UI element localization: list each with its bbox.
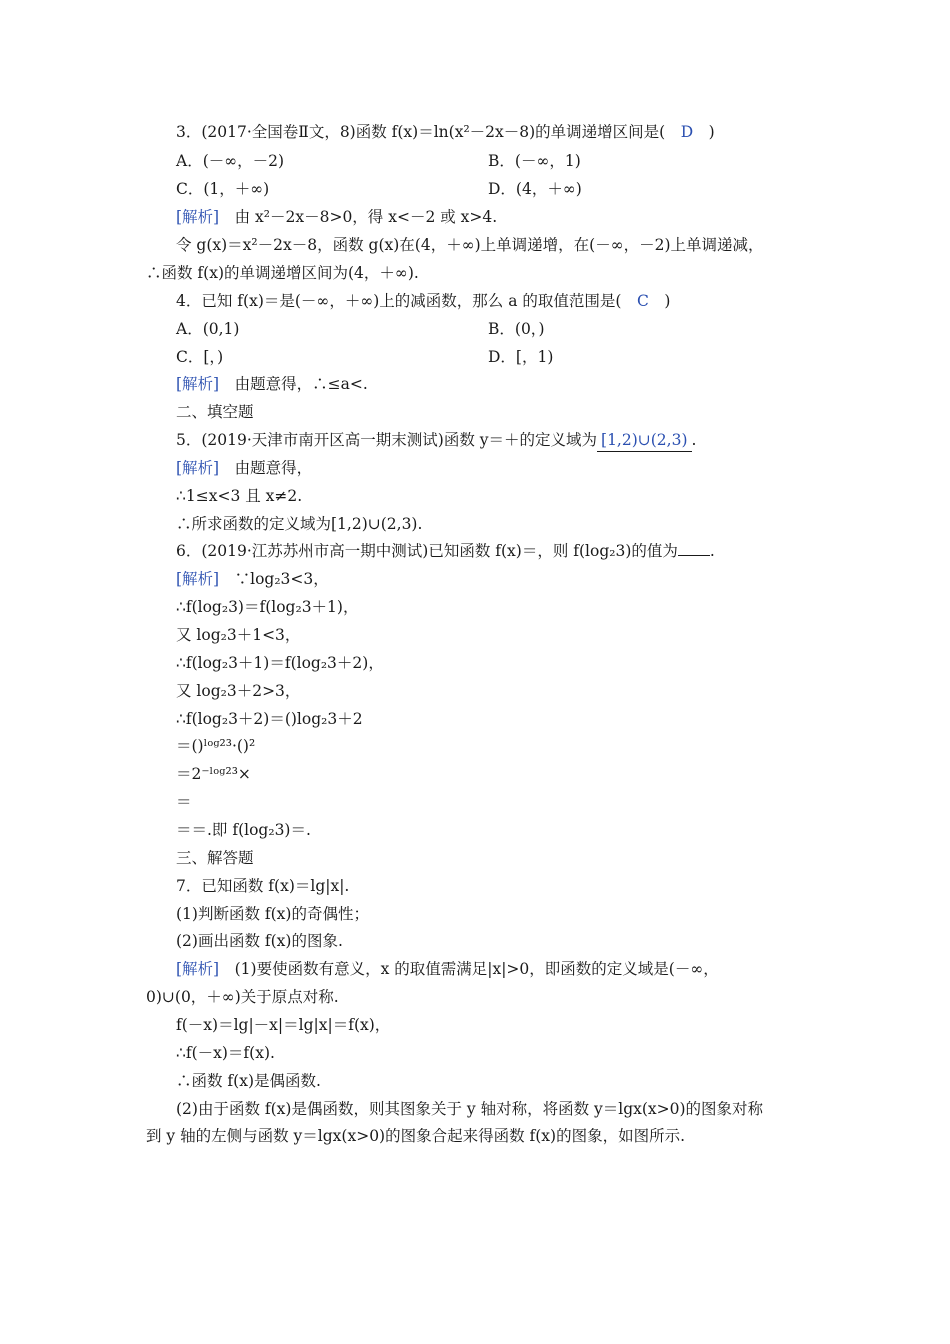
q5-stem: 5．(2019·天津市南开区高一期末测试)函数 y＝＋的定义域为 [1,2)∪(2,3) .: [176, 429, 696, 452]
q5-analysis-3: ∴所求函数的定义域为[1,2)∪(2,3).: [176, 515, 423, 533]
q3-option-b: B．(－∞，1): [488, 152, 581, 170]
q4-option-c: C．[，): [176, 348, 224, 366]
q6-analysis-10: ＝＝.即 f(log₂3)＝.: [176, 821, 311, 839]
q6-analysis-2: ∴f(log₂3)＝f(log₂3＋1)，: [176, 598, 359, 616]
q6-analysis-3: 又 log₂3＋1<3，: [176, 626, 301, 644]
q7-analysis-4: ∴f(－x)＝f(x).: [176, 1044, 275, 1062]
q6-stem: 6．(2019·江苏苏州市高一期中测试)已知函数 f(x)＝，则 f(log₂3)的值为 .: [176, 542, 715, 560]
q7-analysis-1: [解析] (1)要使函数有意义，x 的取值需满足|x|>0，即函数的定义域是(－∞，: [176, 960, 719, 978]
q3-stem: 3．(2017·全国卷Ⅱ文，8)函数 f(x)＝ln(x²－2x－8)的单调递增区间是( D ): [176, 123, 715, 141]
q7-analysis-2: 0)∪(0，＋∞)关于原点对称.: [146, 988, 339, 1006]
q3-analysis-1: [解析] 由 x²－2x－8>0，得 x<－2 或 x>4.: [176, 208, 498, 226]
q6-analysis-1: [解析] ∵log₂3<3，: [176, 570, 329, 588]
q4-option-d: D．[，1): [488, 348, 554, 366]
q6-analysis-5: 又 log₂3＋2>3，: [176, 682, 301, 700]
q4-option-a: A．(0,1): [176, 320, 240, 338]
q7-analysis-3: f(－x)＝lg|－x|＝lg|x|＝f(x)，: [176, 1016, 391, 1034]
q5-analysis-1: [解析] 由题意得，: [176, 459, 313, 477]
q6-analysis-6: ∴f(log₂3＋2)＝()log₂3＋2: [176, 710, 363, 728]
section-fill-blank-heading: 二、填空题: [176, 403, 254, 421]
q7-analysis-6: (2)由于函数 f(x)是偶函数，则其图象关于 y 轴对称，将函数 y＝lgx(x>0)的图象对称: [176, 1100, 764, 1118]
q4-answer: C: [636, 292, 649, 310]
q7-part-2: (2)画出函数 f(x)的图象.: [176, 932, 343, 950]
q7-analysis-5: ∴函数 f(x)是偶函数.: [176, 1072, 321, 1090]
q7-stem: 7．已知函数 f(x)＝lg|x|.: [176, 877, 350, 895]
q6-analysis-9: ＝: [176, 793, 192, 811]
q3-analysis-3: ∴函数 f(x)的单调递增区间为(4，＋∞).: [146, 264, 419, 282]
q4-option-b: B．(0，): [488, 320, 545, 338]
q3-answer: D: [680, 123, 694, 141]
analysis-tag: [解析]: [176, 208, 235, 226]
q5-analysis-2: ∴1≤x<3 且 x≠2.: [176, 487, 303, 505]
q4-analysis: [解析] 由题意得，∴≤a<.: [176, 375, 368, 393]
q6-analysis-7: ＝()ˡᵒᵍ²³·()²: [176, 737, 256, 755]
q6-analysis-8: ＝2⁻ˡᵒᵍ²³×: [176, 765, 251, 783]
q3-option-a: A．(－∞，－2): [176, 152, 285, 170]
q6-analysis-4: ∴f(log₂3＋1)＝f(log₂3＋2)，: [176, 654, 384, 672]
q6-answer-blank: [678, 541, 710, 556]
q3-option-d: D．(4，＋∞): [488, 180, 582, 198]
q5-answer: [1,2)∪(2,3): [597, 429, 691, 452]
q7-part-1: (1)判断函数 f(x)的奇偶性；: [176, 905, 369, 923]
q4-stem: 4．已知 f(x)＝是(－∞，＋∞)上的减函数，那么 a 的取值范围是( C ): [176, 292, 671, 310]
section-solution-heading: 三、解答题: [176, 849, 254, 867]
q3-option-c: C．(1，＋∞): [176, 180, 270, 198]
q7-analysis-7: 到 y 轴的左侧与函数 y＝lgx(x>0)的图象合起来得函数 f(x)的图象，如图所示.: [146, 1127, 686, 1145]
q3-analysis-2: 令 g(x)＝x²－2x－8，函数 g(x)在(4，＋∞)上单调递增，在(－∞，－2)上单调递减，: [176, 236, 764, 254]
